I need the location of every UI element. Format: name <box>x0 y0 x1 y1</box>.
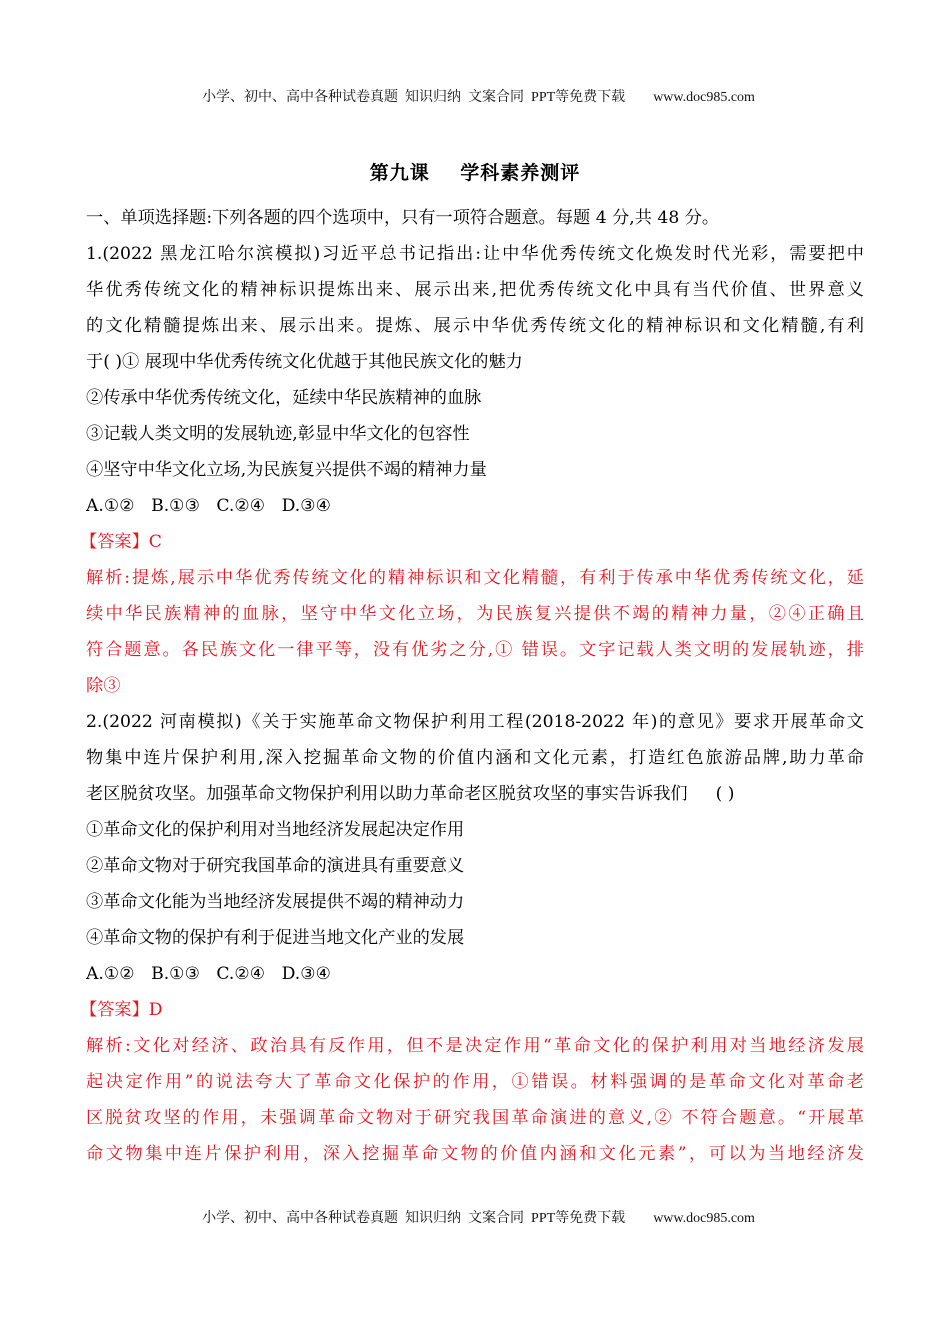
page-footer <box>0 1191 950 1227</box>
analysis-line: 起决定作用”的说法夸大了革命文化保护的作用，①错误。材料强调的是革命文化对革命老 <box>86 1072 864 1092</box>
question-stem-line: 1.(2022 黑龙江哈尔滨模拟)习近平总书记指出:让中华优秀传统文化焕发时代光彩，需要把中 <box>86 244 864 264</box>
question-option: ③革命文化能为当地经济发展提供不竭的精神动力 <box>86 892 465 912</box>
question-stem-line: 物集中连片保护利用,深入挖掘革命文物的价值内涵和文化元素，打造红色旅游品牌,助力革命 <box>86 748 864 768</box>
question-stem-line-last <box>86 776 864 812</box>
question-option: ④坚守中华文化立场,为民族复兴提供不竭的精神力量 <box>86 460 487 480</box>
header-url[interactable]: www.doc985.com <box>653 90 755 105</box>
answer-blank: ( ) <box>715 784 735 804</box>
question-1 <box>80 236 864 704</box>
question-option: ④革命文物的保护有利于促进当地文化产业的发展 <box>86 928 465 948</box>
question-stem-line: 华优秀传统文化的精神标识提炼出来、展示出来,把优秀传统文化中具有当代价值、世界意义 <box>86 280 864 300</box>
question-option: ②传承中华优秀传统文化，延续中华民族精神的血脉 <box>86 388 482 408</box>
analysis-line: 区脱贫攻坚的作用，未强调革命文物对于研究我国革命演进的意义,② 不符合题意。“开展革 <box>86 1108 864 1128</box>
question-option: ①革命文化的保护利用对当地经济发展起决定作用 <box>86 820 465 840</box>
answer-label: 【答案】C <box>80 532 162 552</box>
answer-label: 【答案】D <box>80 1000 163 1020</box>
answer-choices: A.①② B.①③ C.②④ D.③④ <box>86 496 332 516</box>
question-stem-line: 的文化精髓提炼出来、展示出来。提炼、展示中华优秀传统文化的精神标识和文化精髓,有利 <box>86 316 864 336</box>
section-heading: 一、单项选择题:下列各题的四个选项中，只有一项符合题意。每题 4 分,共 48 分。 <box>86 208 720 228</box>
question-stem-line: 2.(2022 河南模拟)《关于实施革命文物保护利用工程(2018-2022 年)的意见》要求开展革命文 <box>86 712 864 732</box>
analysis-line: 符合题意。各民族文化一律平等，没有优劣之分,① 错误。文字记载人类文明的发展轨迹，排 <box>86 640 864 660</box>
question-stem-line: 于( )① 展现中华优秀传统文化优越于其他民族文化的魅力 <box>86 352 523 372</box>
document-body <box>80 200 864 1172</box>
analysis-line: 解析:文化对经济、政治具有反作用，但不是决定作用“革命文化的保护利用对当地经济发展 <box>86 1036 864 1056</box>
page-title: 第九课 学科素养测评 <box>369 162 581 184</box>
answer-choices: A.①② B.①③ C.②④ D.③④ <box>86 964 332 984</box>
footer-text: 小学、初中、高中各种试卷真题 知识归纳 文案合同 PPT等免费下载 <box>202 1211 626 1226</box>
header-text: 小学、初中、高中各种试卷真题 知识归纳 文案合同 PPT等免费下载 <box>202 90 626 105</box>
question-option: ③记载人类文明的发展轨迹,彰显中华文化的包容性 <box>86 424 470 444</box>
question-option: ②革命文物对于研究我国革命的演进具有重要意义 <box>86 856 465 876</box>
footer-url[interactable]: www.doc985.com <box>653 1211 755 1226</box>
analysis-line: 命文物集中连片保护利用，深入挖掘革命文物的价值内涵和文化元素”，可以为当地经济发 <box>86 1144 864 1164</box>
page-header <box>0 70 950 106</box>
analysis-line: 除③ <box>86 676 121 696</box>
question-2 <box>80 704 864 1172</box>
analysis-line: 续中华民族精神的血脉，坚守中华文化立场，为民族复兴提供不竭的精神力量，②④正确且 <box>86 604 864 624</box>
analysis-line: 解析:提炼,展示中华优秀传统文化的精神标识和文化精髓，有利于传承中华优秀传统文化，延 <box>86 568 864 588</box>
question-stem-text: 老区脱贫攻坚。加强革命文物保护利用以助力革命老区脱贫攻坚的事实告诉我们 <box>86 784 688 804</box>
